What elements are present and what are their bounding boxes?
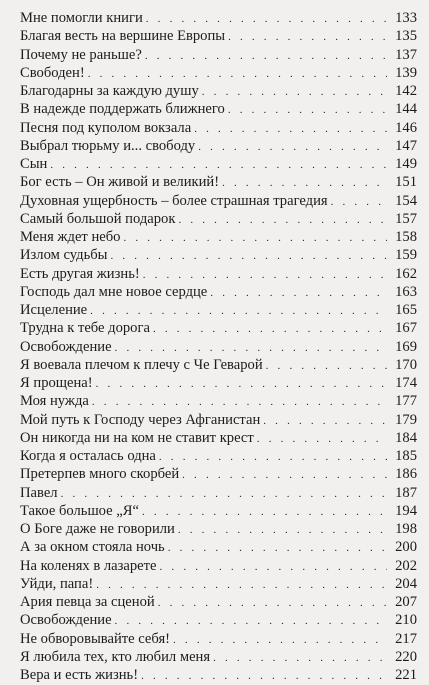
toc-entry-page: 221 (395, 667, 417, 683)
toc-entry (20, 411, 417, 429)
toc-entry (20, 228, 417, 246)
toc-entry-title: Песня под куполом вокзала (20, 119, 192, 136)
toc-entry-page: 184 (395, 429, 417, 446)
toc-entry-title: Освобождение (20, 612, 112, 629)
toc-entry-title: Я прощена! (20, 375, 93, 391)
toc-dot-leader (123, 229, 387, 247)
toc-entry (20, 538, 417, 556)
toc-dot-leader (141, 667, 387, 685)
toc-entry (20, 447, 417, 465)
toc-entry-title: Меня ждет небо (20, 229, 121, 245)
toc-entry (20, 630, 417, 648)
toc-entry (20, 210, 417, 228)
toc-entry-page: 174 (395, 375, 417, 391)
toc-entry-title: Трудна к тебе дорога (20, 320, 150, 337)
toc-dot-leader (143, 266, 387, 284)
toc-entry-title: Излом судьбы (20, 247, 108, 264)
toc-entry-title: Я воевала плечом к плечу с Че Геварой (20, 356, 263, 373)
toc-entry (20, 557, 417, 575)
toc-dot-leader (159, 448, 387, 466)
toc-dot-leader (266, 357, 387, 375)
toc-dot-leader (331, 193, 387, 211)
toc-entry (20, 192, 417, 210)
toc-dot-leader (173, 631, 387, 649)
toc-entry (20, 374, 417, 392)
toc-entry-page: 204 (395, 575, 417, 592)
toc-entry (20, 666, 417, 684)
toc-entry-page: 159 (395, 247, 417, 264)
toc-dot-leader (228, 28, 387, 46)
toc-dot-leader (210, 284, 387, 302)
toc-dot-leader (88, 65, 387, 83)
toc-dot-leader (50, 156, 387, 174)
toc-entry-title: Бог есть – Он живой и великий! (20, 174, 220, 191)
toc-entry (20, 465, 417, 483)
toc-entry (20, 319, 417, 337)
toc-dot-leader (115, 339, 387, 357)
toc-entry-page: 142 (395, 83, 417, 99)
toc-entry (20, 575, 417, 593)
toc-entry-page: 177 (395, 393, 417, 410)
toc-entry-title: Такое большое „Я“ (20, 502, 139, 519)
toc-dot-leader (178, 211, 387, 229)
toc-entry (20, 9, 417, 27)
toc-entry-title: Павел (20, 484, 58, 501)
toc-dot-leader (90, 302, 387, 320)
toc-entry (20, 173, 417, 191)
toc-entry-title: Исцеление (20, 302, 88, 318)
toc-entry (20, 246, 417, 264)
toc-entry-title: Он никогда ни на ком не ставит крест (20, 429, 254, 446)
toc-entry (20, 338, 417, 356)
toc-dot-leader (263, 412, 387, 430)
toc-entry (20, 82, 417, 100)
toc-entry (20, 27, 417, 45)
toc-dot-leader (228, 101, 387, 119)
toc-entry-title: Самый большой подарок (20, 210, 176, 227)
toc-entry-page: 133 (395, 10, 417, 26)
toc-entry-title: О Боге даже не говорили (20, 521, 175, 537)
toc-entry (20, 283, 417, 301)
toc-dot-leader (198, 138, 387, 156)
toc-entry-title: Освобождение (20, 338, 112, 355)
toc-dot-leader (92, 393, 387, 411)
toc-entry-page: 144 (395, 101, 417, 118)
toc-dot-leader (194, 120, 387, 138)
toc-entry (20, 429, 417, 447)
toc-entry-title: Уйди, папа! (20, 575, 94, 592)
toc-dot-leader (158, 594, 387, 612)
toc-entry-title: В надежде поддержать ближнего (20, 101, 225, 118)
toc-dot-leader (115, 612, 387, 630)
toc-entry-page: 187 (395, 484, 417, 501)
toc-dot-leader (213, 649, 387, 667)
toc-entry-page: 207 (395, 594, 417, 610)
toc-entry-page: 146 (395, 119, 417, 136)
toc-entry-page: 186 (395, 466, 417, 483)
toc-entry-page: 198 (395, 521, 417, 537)
toc-entry-title: Свободен! (20, 64, 85, 81)
toc-entry (20, 392, 417, 410)
toc-entry-page: 210 (395, 612, 417, 629)
toc-entry-title: Моя нужда (20, 393, 89, 410)
toc-entry (20, 64, 417, 82)
toc-dot-leader (182, 466, 387, 484)
toc-entry-title: Не обворовывайте себя! (20, 630, 171, 647)
toc-entry (20, 100, 417, 118)
toc-dot-leader (153, 320, 387, 338)
toc-dot-leader (178, 521, 387, 539)
toc-entry-title: Претерпев много скорбей (20, 466, 180, 483)
toc-dot-leader (168, 539, 387, 557)
toc-entry (20, 356, 417, 374)
toc-entry-page: 170 (395, 356, 417, 373)
toc-entry (20, 611, 417, 629)
toc-dot-leader (96, 576, 387, 594)
toc-entry-page: 147 (395, 137, 417, 154)
toc-entry-title: Благая весть на вершине Европы (20, 28, 226, 45)
toc-entry (20, 593, 417, 611)
toc-dot-leader (160, 558, 387, 576)
toc-entry-page: 202 (395, 557, 417, 574)
toc-entry-title: Когда я осталась одна (20, 448, 156, 464)
table-of-contents (20, 9, 417, 684)
toc-entry-page: 165 (395, 302, 417, 318)
toc-entry-page: 167 (395, 320, 417, 337)
toc-entry-page: 194 (395, 502, 417, 519)
toc-entry (20, 265, 417, 283)
toc-entry-title: Сын (20, 156, 48, 172)
toc-entry (20, 46, 417, 64)
toc-dot-leader (222, 174, 387, 192)
toc-entry-title: Выбрал тюрьму и... свободу (20, 137, 196, 154)
toc-entry-page: 139 (395, 64, 417, 81)
toc-dot-leader (110, 247, 387, 265)
toc-entry (20, 520, 417, 538)
toc-entry-page: 154 (395, 192, 417, 209)
toc-entry-title: Господь дал мне новое сердце (20, 283, 208, 300)
toc-entry (20, 155, 417, 173)
toc-entry-title: Мне помогли книги (20, 10, 143, 26)
toc-dot-leader (146, 10, 387, 28)
toc-entry-page: 135 (395, 28, 417, 45)
toc-entry-page: 200 (395, 539, 417, 556)
toc-entry-page: 151 (395, 174, 417, 191)
toc-entry (20, 301, 417, 319)
toc-entry-page: 149 (395, 156, 417, 172)
toc-entry-title: На коленях в лазарете (20, 557, 157, 574)
toc-dot-leader (61, 485, 387, 503)
toc-entry-title: Почему не раньше? (20, 46, 142, 63)
toc-entry (20, 484, 417, 502)
toc-entry-page: 137 (395, 46, 417, 63)
toc-dot-leader (142, 503, 387, 521)
toc-entry-page: 157 (395, 210, 417, 227)
toc-dot-leader (257, 430, 387, 448)
toc-entry-page: 163 (395, 283, 417, 300)
toc-entry (20, 137, 417, 155)
toc-entry (20, 119, 417, 137)
toc-entry-page: 185 (395, 448, 417, 464)
toc-entry-title: Мой путь к Господу через Афганистан (20, 411, 261, 428)
toc-entry-page: 158 (395, 229, 417, 245)
toc-entry-page: 220 (395, 648, 417, 665)
toc-entry-page: 179 (395, 411, 417, 428)
toc-entry-title: Духовная ущербность – более страшная трагедия (20, 192, 328, 209)
toc-dot-leader (202, 83, 387, 101)
toc-entry-page: 217 (395, 630, 417, 647)
toc-entry-title: Вера и есть жизнь! (20, 667, 139, 683)
toc-entry-title: Благодарны за каждую душу (20, 83, 199, 99)
toc-dot-leader (145, 47, 387, 65)
toc-entry-page: 169 (395, 338, 417, 355)
toc-entry-title: Ария певца за сценой (20, 594, 155, 610)
toc-entry-title: А за окном стояла ночь (20, 539, 165, 556)
toc-entry (20, 648, 417, 666)
toc-dot-leader (96, 375, 387, 393)
toc-entry-title: Есть другая жизнь! (20, 265, 140, 282)
toc-entry (20, 502, 417, 520)
toc-entry-page: 162 (395, 265, 417, 282)
toc-entry-title: Я любила тех, кто любил меня (20, 648, 211, 665)
